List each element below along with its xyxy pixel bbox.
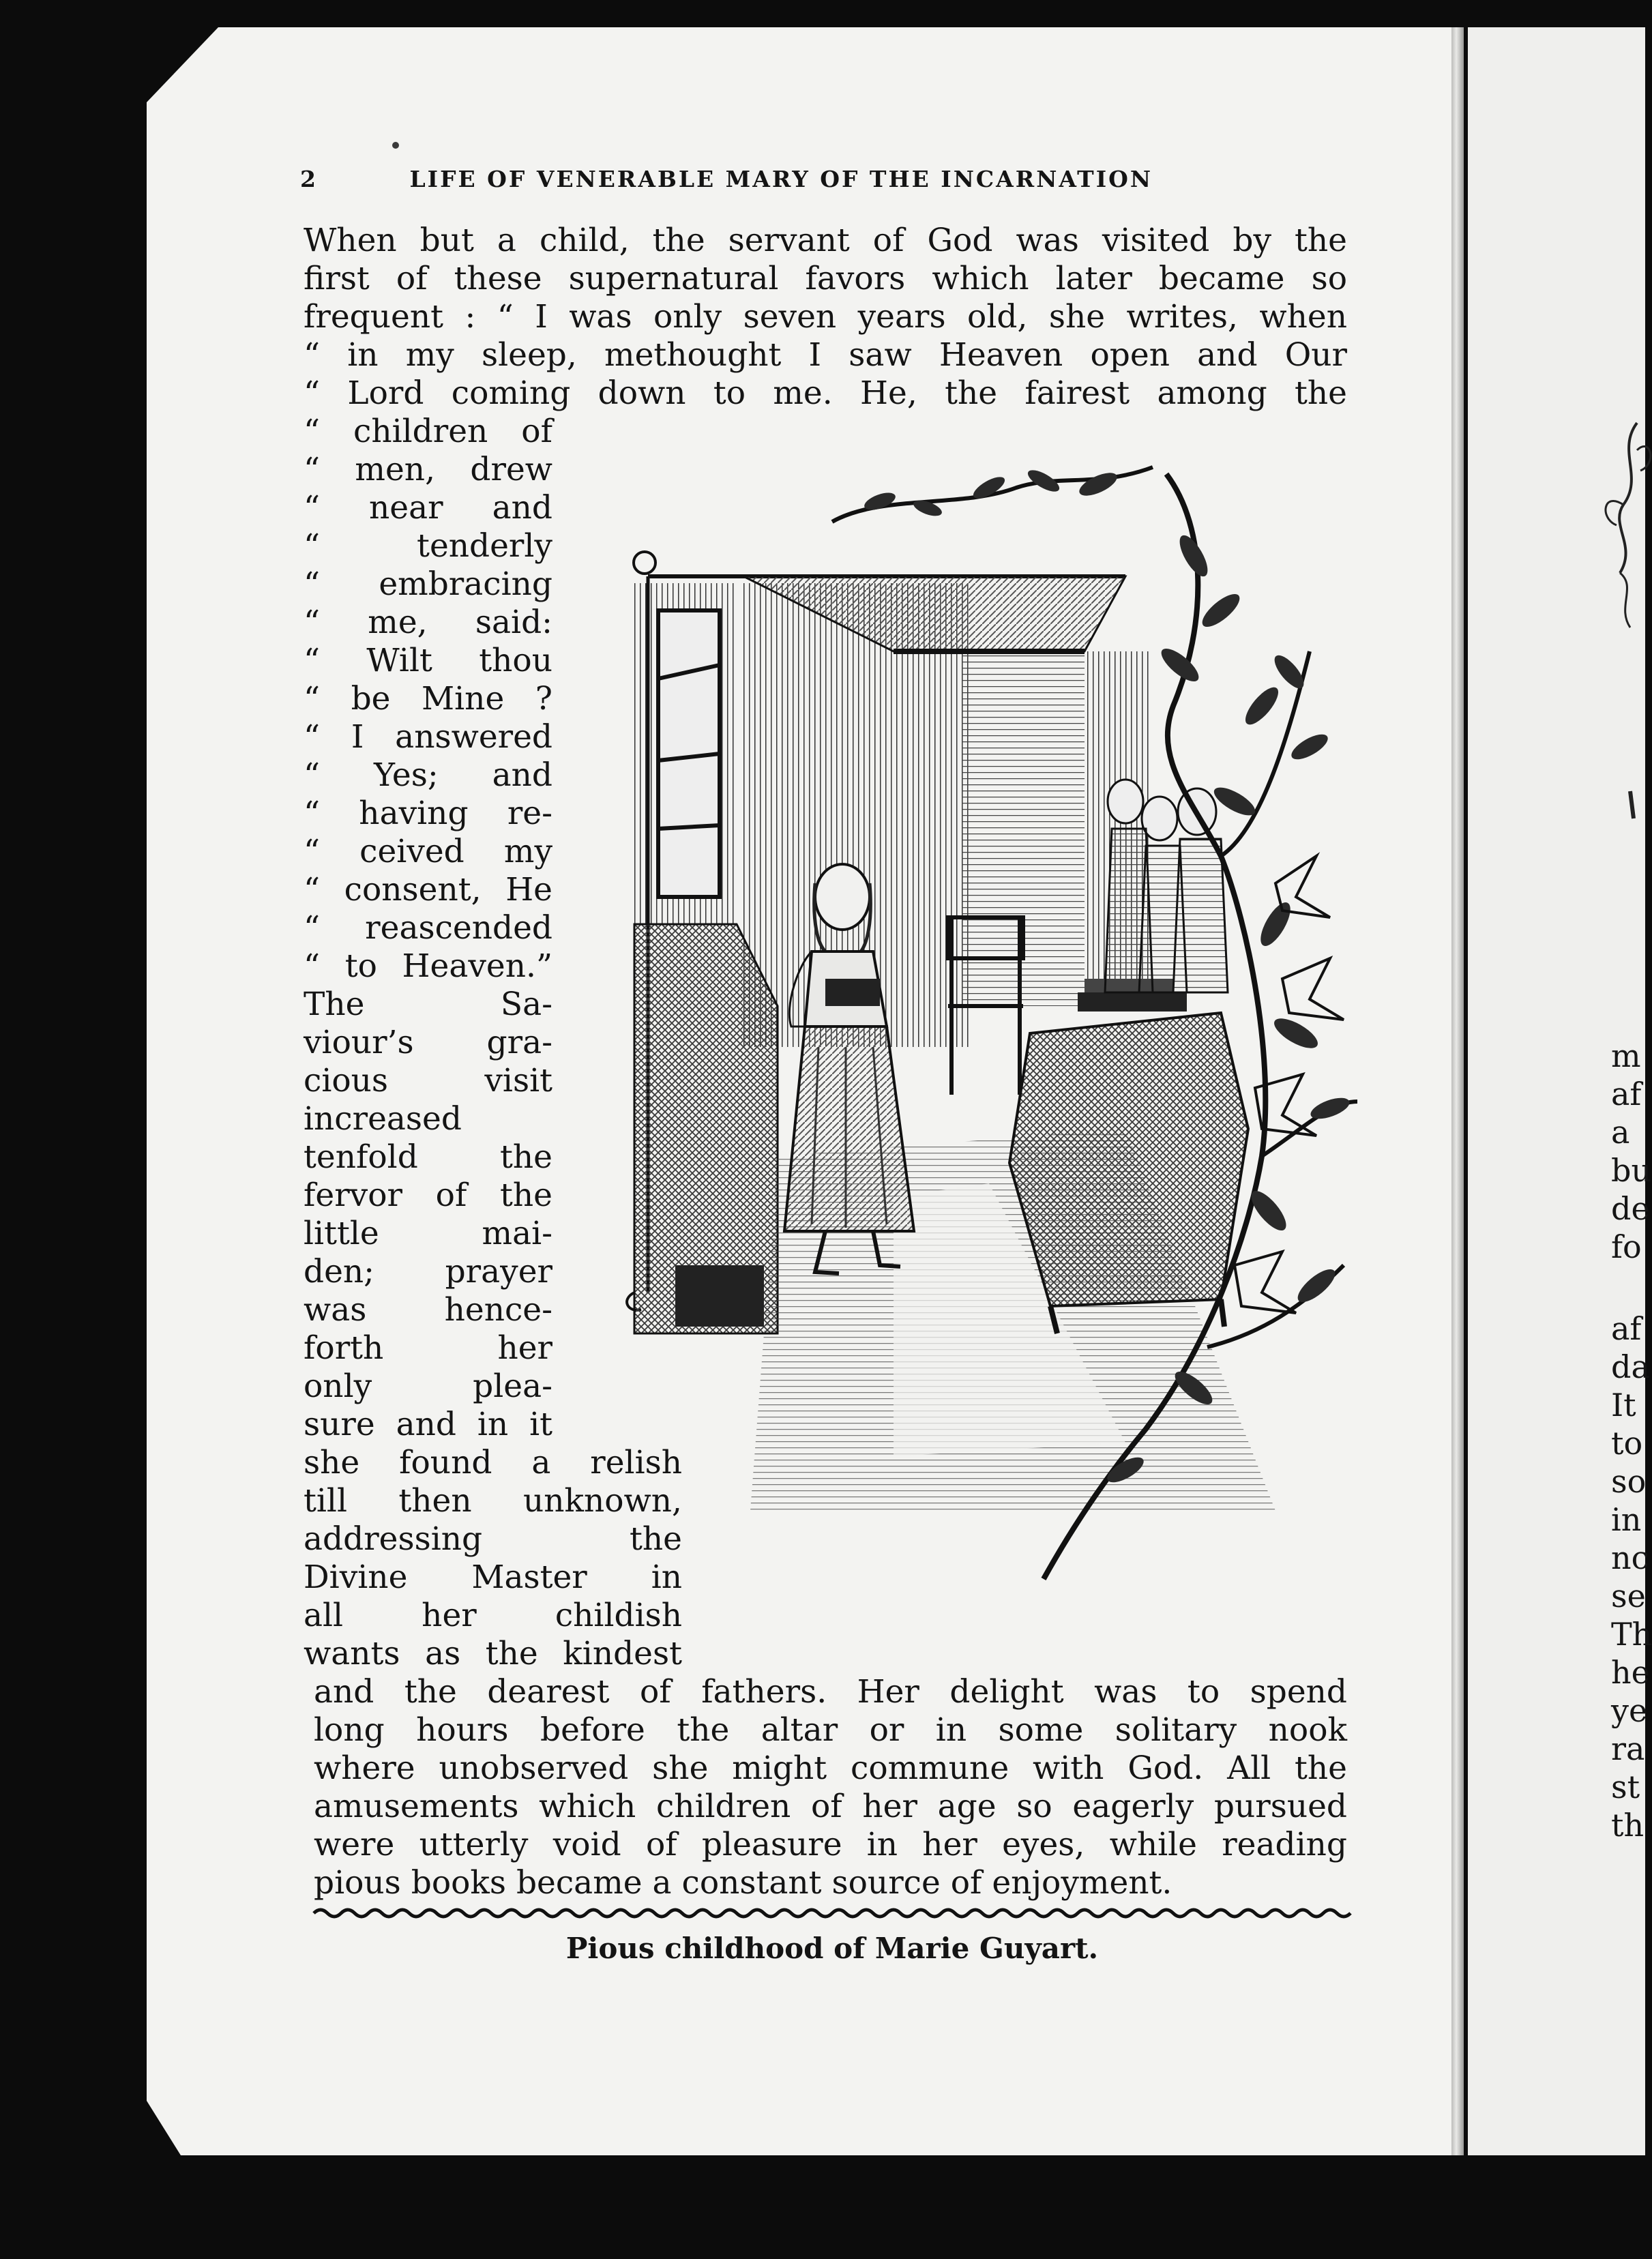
body-line-narrow: increased (304, 1100, 462, 1138)
body-line-narrow: cious visit (304, 1062, 552, 1099)
right-page-text-12: in (1611, 1501, 1642, 1538)
body-line-narrow: “ me, said: (304, 604, 552, 641)
right-page-text-13: nc (1611, 1539, 1649, 1576)
right-page-text-15: Th (1611, 1616, 1652, 1653)
body-line-mid: all her childish (304, 1597, 682, 1634)
body-line-narrow: sure and in it (304, 1406, 552, 1443)
body-line-mid: Divine Master in (304, 1559, 682, 1596)
right-page-text-7: af (1611, 1310, 1642, 1347)
right-page-text-10: to (1611, 1425, 1643, 1462)
body-line-narrow: “ I answered (304, 718, 552, 756)
body-line-narrow: “ Yes; and (304, 756, 552, 794)
body-line-narrow: “ having re- (304, 795, 552, 832)
figure-caption: Pious childhood of Marie Guyart. (565, 1932, 1099, 1965)
right-page-text-6: fo (1611, 1228, 1642, 1265)
right-page-text-3: a (1611, 1114, 1630, 1151)
right-page-text-20: th (1611, 1807, 1644, 1844)
right-page-ornament (1596, 409, 1651, 832)
body-line-mid: she found a relish (304, 1444, 682, 1481)
body-line-mid: wants as the kindest (304, 1635, 682, 1672)
body-line-narrow: was hence- (304, 1291, 552, 1329)
running-header (300, 166, 1200, 192)
body-line: were utterly void of pleasure in her eyes, while reading (314, 1826, 1347, 1863)
page-gutter (1451, 27, 1464, 2155)
running-title: LIFE OF VENERABLE MARY OF THE INCARNATION (409, 166, 1153, 192)
right-page-text-14: se (1611, 1578, 1646, 1614)
right-page-text-5: de (1611, 1190, 1650, 1227)
right-page-text-11: so (1611, 1463, 1647, 1500)
body-line-narrow: “ consent, He (304, 871, 552, 909)
body-line: and the dearest of fathers. Her delight was to spend (314, 1673, 1347, 1711)
body-line-narrow: “ to Heaven.” (304, 947, 552, 985)
body-line-narrow: “ near and (304, 489, 552, 527)
body-line-narrow: “ children of (304, 413, 552, 450)
body-line-narrow: “ embracing (304, 565, 552, 603)
body-line-narrow: “ men, drew (304, 451, 552, 488)
body-line-narrow: little mai- (304, 1215, 552, 1252)
body-line: long hours before the altar or in some solitary nook (314, 1711, 1347, 1749)
body-line-narrow: only plea- (304, 1368, 552, 1405)
body-line-narrow: “ be Mine ? (304, 680, 552, 718)
body-line-narrow: forth her (304, 1329, 552, 1367)
body-line-narrow: The Sa- (304, 986, 552, 1023)
body-line: “ Lord coming down to me. He, the fairest among the (304, 374, 1347, 412)
body-line-narrow: fervor of the (304, 1177, 552, 1214)
scan-speck (392, 142, 399, 149)
right-page-text-9: It (1611, 1387, 1636, 1423)
right-page-text-8: da (1611, 1348, 1650, 1385)
body-line-narrow: “ reascended (304, 909, 552, 947)
body-line: frequent : “ I was only seven years old, she writes, when (304, 298, 1347, 336)
right-page-text-2: af (1611, 1076, 1642, 1112)
body-line-mid: addressing the (304, 1520, 682, 1558)
right-page-text-19: st (1611, 1769, 1640, 1805)
right-page-text-1: m (1611, 1037, 1641, 1074)
right-page-text-17: ye (1611, 1692, 1648, 1729)
body-line: “ in my sleep, methought I saw Heaven open and Our (304, 336, 1347, 374)
body-line: pious books became a constant source of enjoyment. (314, 1864, 1172, 1902)
body-line-narrow: “ tenderly (304, 527, 552, 565)
engraving-illustration (607, 447, 1391, 1620)
body-line: first of these supernatural favors which later became so (304, 260, 1347, 297)
right-page-text-18: ra (1611, 1730, 1645, 1767)
body-line-narrow: “ Wilt thou (304, 642, 552, 679)
page-number: 2 (300, 166, 318, 192)
body-line-narrow: den; prayer (304, 1253, 552, 1290)
body-line-narrow: tenfold the (304, 1138, 552, 1176)
right-page-text-16: he (1611, 1654, 1650, 1691)
body-line: When but a child, the servant of God was visited by the (304, 222, 1347, 259)
right-page-text-4: bu (1611, 1152, 1652, 1189)
body-line-mid: till then unknown, (304, 1482, 682, 1520)
body-line: where unobserved she might commune with God. All the (314, 1749, 1347, 1787)
body-line: amusements which children of her age so eagerly pursued (314, 1788, 1347, 1825)
body-line-narrow: “ ceived my (304, 833, 552, 870)
body-line-narrow: viour’s gra- (304, 1024, 552, 1061)
decorative-rule (314, 1903, 1351, 1923)
